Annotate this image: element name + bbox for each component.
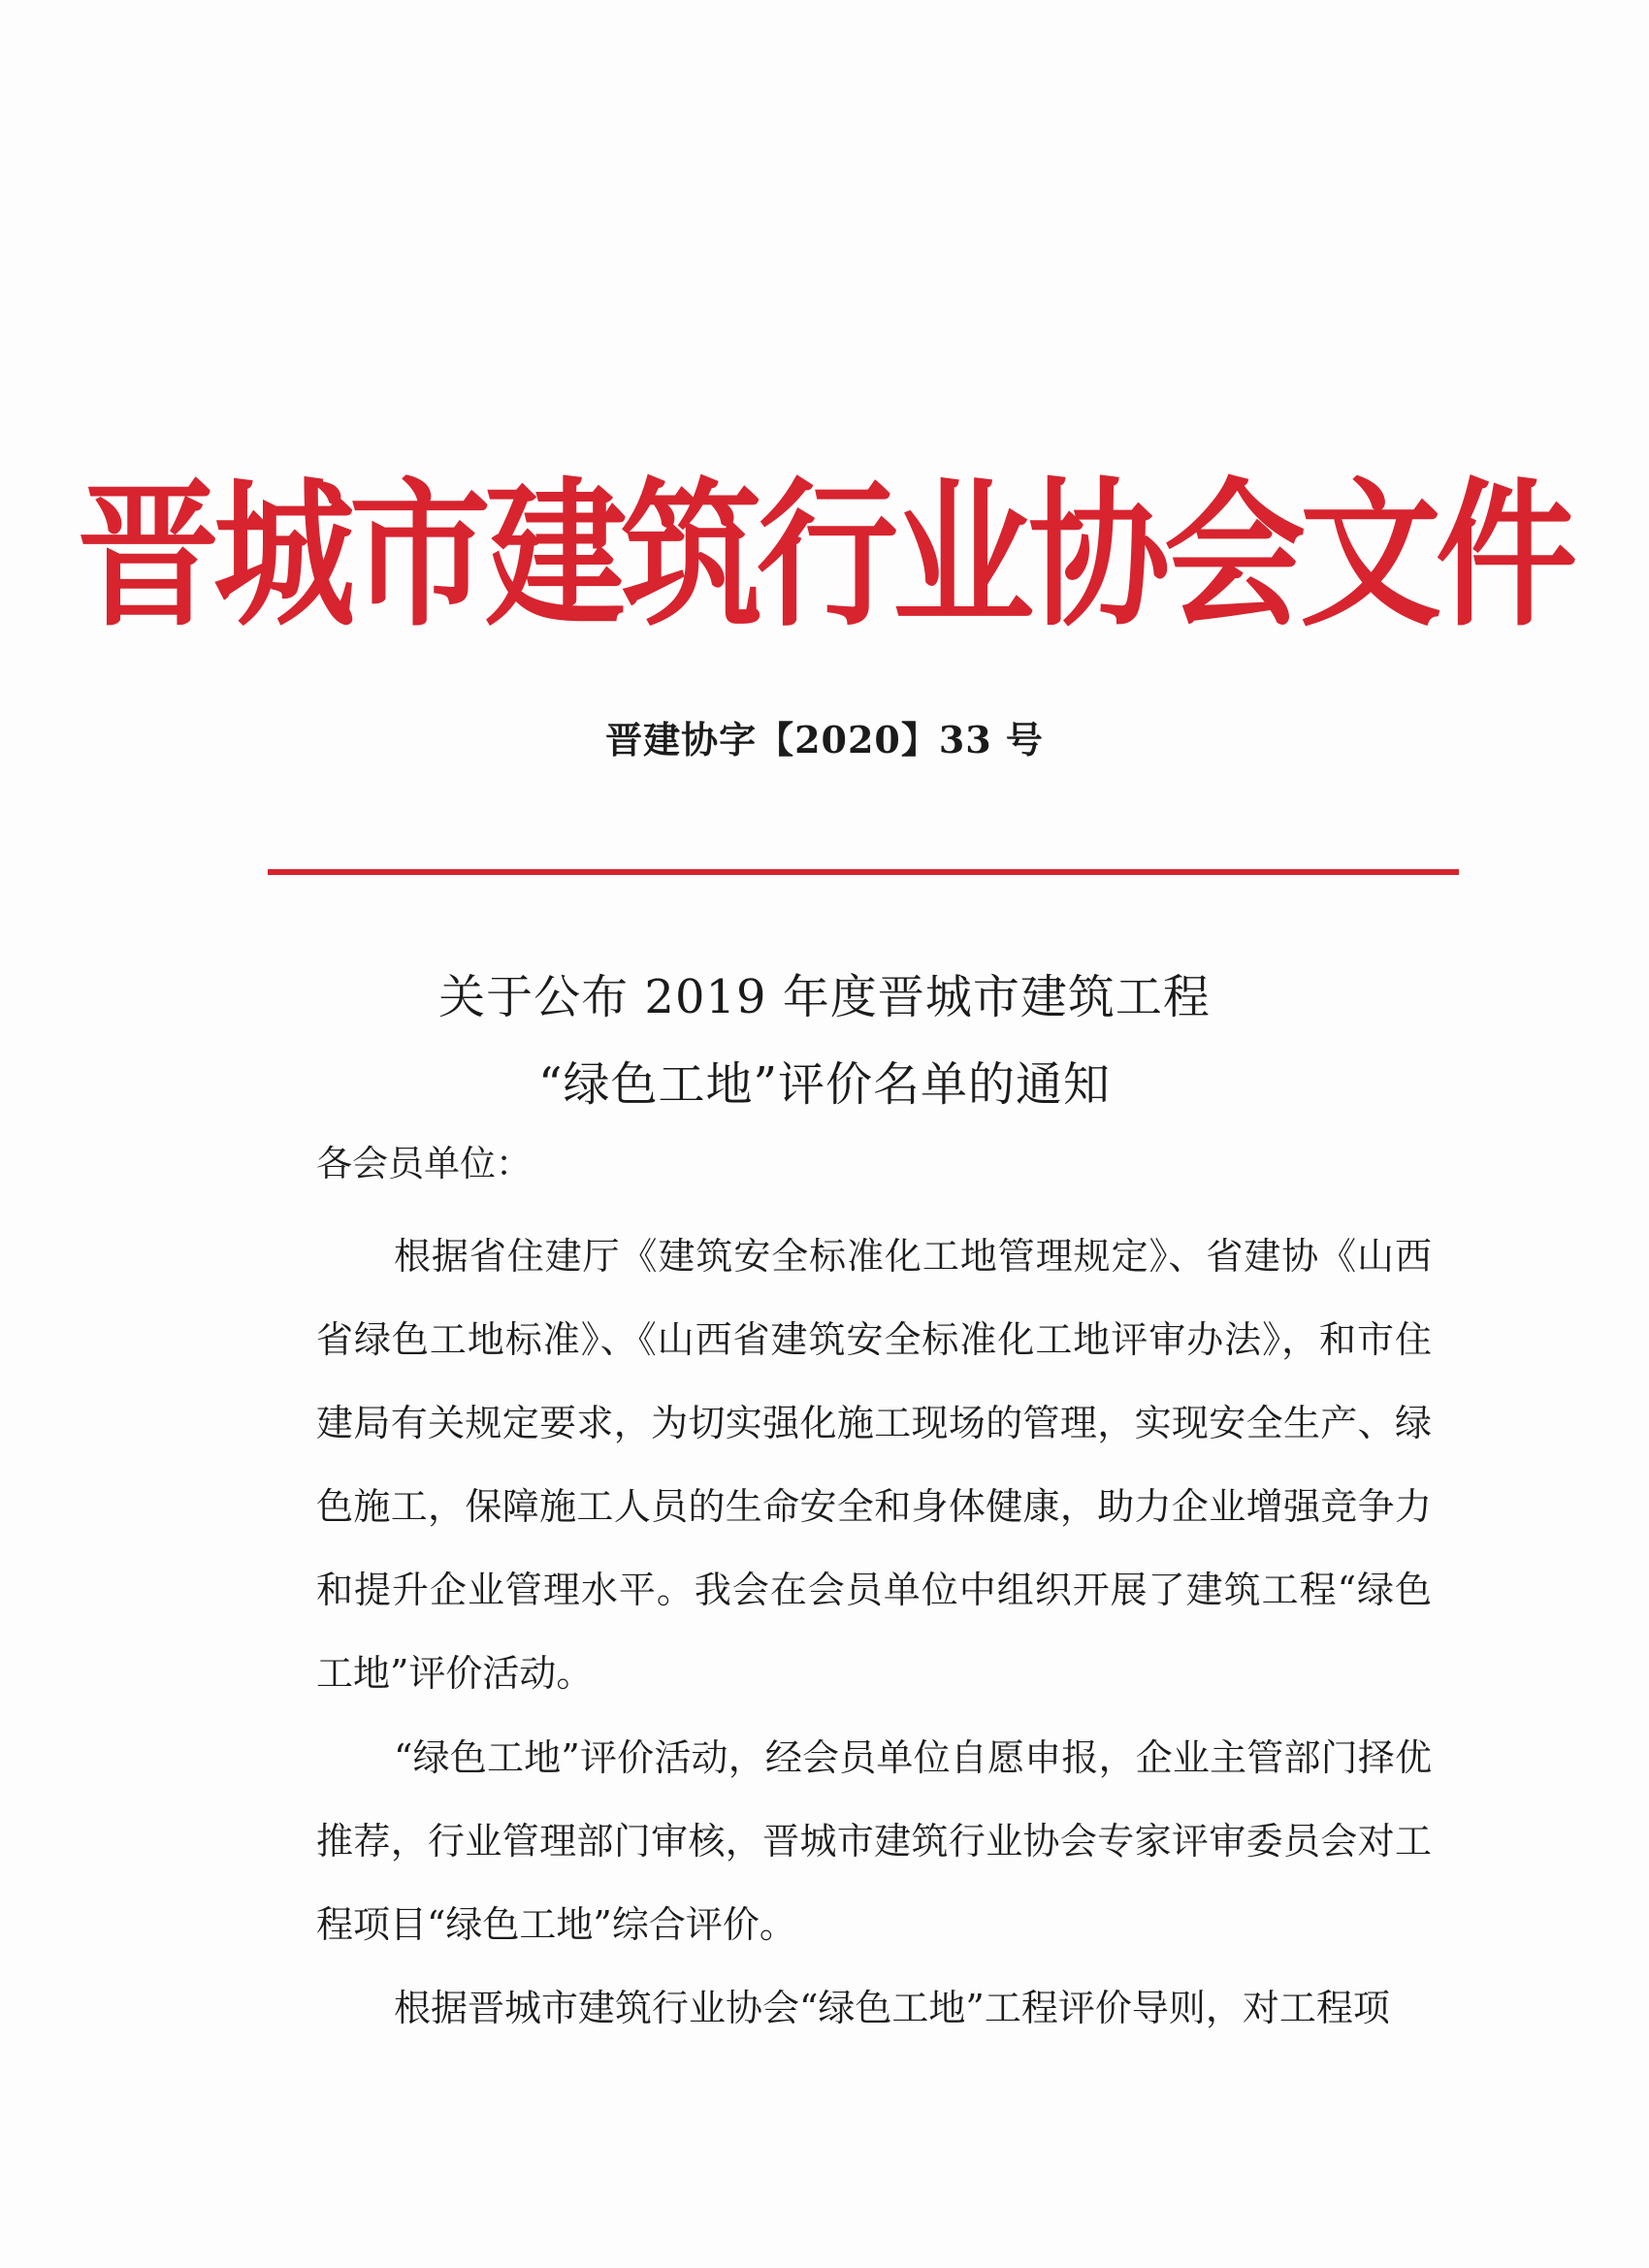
notice-title-line-2: “绿色工地”评价名单的通知 bbox=[537, 1057, 1112, 1112]
body-paragraph-1: 根据省住建厅《建筑安全标准化工地管理规定》、省建协《山西省绿色工地标准》、《山西省建筑安全标准化工地评审办法》，和市住建局有关规定要求，为切实强化施工现场的管理，实现安全生产、绿色施工，保障施工人员的生命安全和身体健康，助力企业增强竞争力和提升企业管理水平。我会在会员单位中组织开展了建筑工程“绿色工地”评价活动。 bbox=[316, 1235, 1432, 1695]
masthead-title: 晋城市建筑行业协会文件 bbox=[78, 464, 1571, 649]
salutation: 各会员单位： bbox=[316, 1143, 532, 1184]
document-number: 晋建协字【2020】33 号 bbox=[605, 718, 1044, 761]
red-divider-line bbox=[268, 869, 1459, 875]
body-paragraph-2: “绿色工地”评价活动，经会员单位自愿申报，企业主管部门择优推荐，行业管理部门审核，晋城市建筑行业协会专家评审委员会对工程项目“绿色工地”综合评价。 bbox=[316, 1736, 1432, 1946]
notice-title-line-1: 关于公布 2019 年度晋城市建筑工程 bbox=[438, 970, 1211, 1024]
body-paragraph-3: 根据晋城市建筑行业协会“绿色工地”工程评价导则，对工程项 bbox=[394, 1987, 1390, 2029]
